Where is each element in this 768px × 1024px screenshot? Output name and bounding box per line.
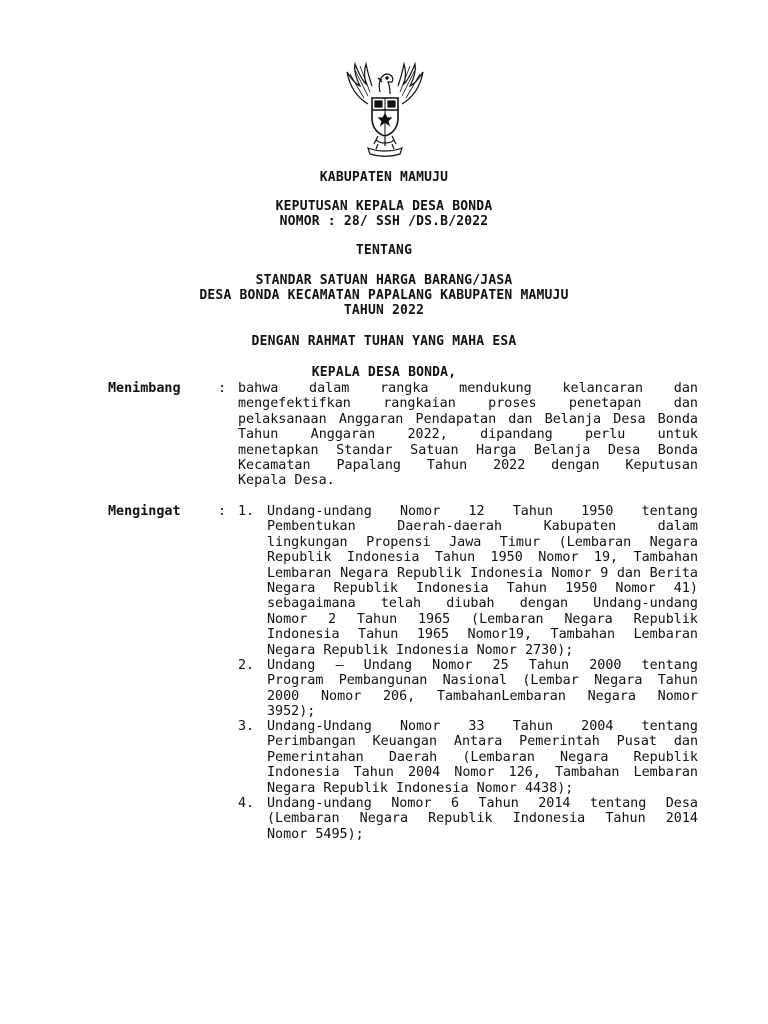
about-heading: TENTANG [355,243,413,258]
item-line: Undang-undang Nomor 6 Tahun 2014 tentang Desa [267,796,698,811]
item-number: 3. [238,719,255,734]
item-line: Undang-Undang Nomor 33 Tahun 2004 tentang [267,719,698,734]
item-line: Indonesia Tahun 1965 Nomor19, Tambahan Lembaran [267,627,698,643]
item-line: lingkungan Propensi Jawa Timur (Lembaran Negara [267,534,698,550]
item-line: sebagaimana telah diubah dengan Undang-undang [267,596,698,612]
subject-line-2: DESA BONDA KECAMATAN PAPALANG KABUPATEN MAMUJU [199,288,569,303]
item-line: Negara Republik Indonesia Nomor 2730); [267,642,574,658]
mengingat-section [108,504,698,854]
subject-line-3: TAHUN 2022 [343,303,425,318]
menimbang-line: pelaksanaan Anggaran Pendapatan dan Belanja Desa Bonda [238,411,698,427]
menimbang-label: Menimbang [108,381,181,396]
item-line: 2000 Nomor 206, TambahanLembaran Negara Nomor [267,688,698,704]
subject-line-1: STANDAR SATUAN HARGA BARANG/JASA [255,273,513,288]
regency-heading: KABUPATEN MAMUJU [319,170,449,185]
item-line: Lembaran Negara Republik Indonesia Nomor 9 dan Berita [267,565,698,581]
mengingat-label: Mengingat [108,504,181,519]
item-line: Nomor 5495); [267,826,364,842]
menimbang-text [238,381,698,489]
menimbang-line: menetapkan Standar Satuan Harga Belanja Desa Bonda [238,442,698,458]
item-text [267,504,698,658]
item-line: Indonesia Tahun 2004 Nomor 126, Tambahan Lembaran [267,765,698,781]
garuda-emblem [338,58,432,158]
decree-number: NOMOR : 28/ SSH /DS.B/2022 [279,214,489,229]
item-line: Pembentukan Daerah-daerah Kabupaten dalam [267,519,698,535]
item-line: Negara Republik Indonesia Nomor 4438); [267,780,574,796]
item-line: (Lembaran Negara Republik Indonesia Tahun 2014 [267,811,698,827]
item-line: Nomor 2 Tahun 1965 (Lembaran Negara Republik [267,611,698,627]
official-heading: KEPALA DESA BONDA, [311,365,457,380]
item-text [267,719,698,796]
item-number: 2. [238,658,255,673]
item-line: 3952); [267,704,316,720]
menimbang-line: bahwa dalam rangka mendukung kelancaran dan [238,381,698,396]
item-line: Negara Republik Indonesia Tahun 1950 Nomor 41) [267,580,698,596]
blessing-heading: DENGAN RAHMAT TUHAN YANG MAHA ESA [251,334,517,349]
menimbang-line: Kepala Desa. [238,473,335,489]
item-text [267,658,698,720]
item-line: Undang – Undang Nomor 25 Tahun 2000 tentang [267,658,698,673]
item-number: 1. [238,504,255,519]
menimbang-line: Kecamatan Papalang Tahun 2022 dengan Keputusan [238,457,698,473]
mengingat-colon: : [218,504,227,519]
item-line: Undang-undang Nomor 12 Tahun 1950 tentang [267,504,698,519]
item-text [267,796,698,842]
menimbang-line: mengefektifkan rangkaian proses penetapan dan [238,396,698,412]
item-line: Pemerintahan Daerah (Lembaran Negara Republik [267,749,698,765]
item-line: Republik Indonesia Tahun 1950 Nomor 19, Tambahan [267,550,698,566]
item-line: Program Pembangunan Nasional (Lembar Negara Tahun [267,673,698,689]
item-number: 4. [238,796,255,811]
decree-title: KEPUTUSAN KEPALA DESA BONDA [275,199,493,214]
menimbang-colon: : [218,381,227,396]
item-line: Perimbangan Keuangan Antara Pemerintah Pusat dan [267,734,698,750]
menimbang-line: Tahun Anggaran 2022, dipandang perlu untuk [238,427,698,443]
